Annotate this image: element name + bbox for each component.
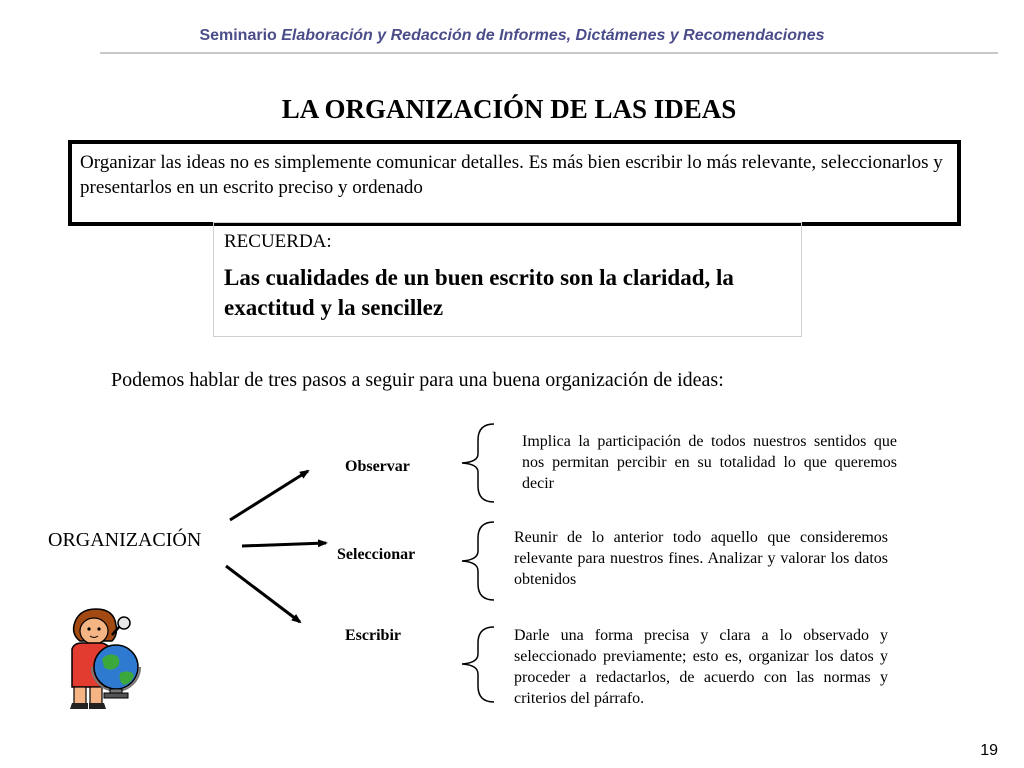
desc-escribir: Darle una forma precisa y clara a lo observado y seleccionado previamente; esto es, organizar los datos y proceder a redactarlos, de acuerdo con las normas y criterios del párrafo. — [514, 627, 888, 707]
step-observar: Observar — [345, 458, 410, 475]
header-bold: Seminario — [199, 27, 277, 44]
arrow-to-escribir — [226, 566, 300, 622]
page-number: 19 — [980, 742, 998, 759]
step-escribir: Escribir — [345, 627, 401, 644]
reminder-label: RECUERDA: — [224, 231, 332, 252]
intro-box: Organizar las ideas no es simplemente comunicar detalles. Es más bien escribir lo más relevante, seleccionarlos y presentarlos en un escrito preciso y ordenado — [68, 140, 961, 226]
brace-seleccionar — [462, 522, 494, 600]
header-italic: Elaboración y Redacción de Informes, Dictámenes y Recomendaciones — [281, 27, 825, 44]
organization-label: ORGANIZACIÓN — [48, 529, 202, 551]
arrow-to-seleccionar — [242, 543, 326, 546]
brace-escribir — [462, 627, 494, 702]
step-seleccionar: Seleccionar — [337, 546, 416, 563]
brace-observar — [462, 424, 494, 502]
child-with-globe-clipart — [60, 605, 146, 711]
arrow-to-observar — [230, 471, 308, 520]
steps-intro: Podemos hablar de tres pasos a seguir para una buena organización de ideas: — [111, 369, 724, 391]
desc-observar: Implica la participación de todos nuestros sentidos que nos permitan percibir en su totalidad lo que queremos decir — [522, 433, 897, 492]
slide-title: LA ORGANIZACIÓN DE LAS IDEAS — [281, 94, 737, 124]
reminder-text: Las cualidades de un buen escrito son la claridad, la exactitud y la sencillez — [224, 265, 734, 320]
desc-seleccionar: Reunir de lo anterior todo aquello que consideremos relevante para nuestros fines. Analizar y valorar los datos obtenidos — [514, 529, 888, 588]
